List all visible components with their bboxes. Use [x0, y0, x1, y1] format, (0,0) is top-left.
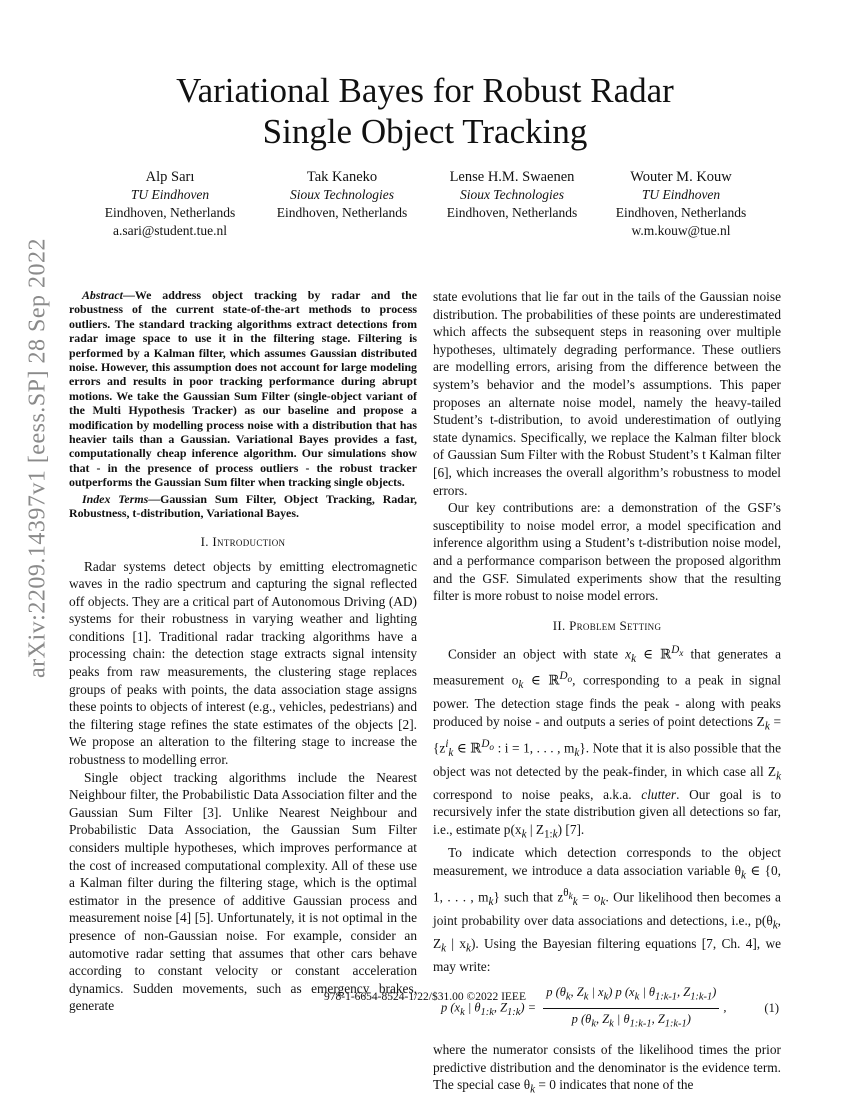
author-name: Tak Kaneko [306, 169, 378, 185]
abstract-text: —We address object tracking by radar and the robustness of the current state-of-the-art methods to process outliers. The standard tracking algorithms extract detections from radar image space to use it in the filtering stage. Filtering is performed by a Kalman filter, which assumes Gaussian distributed noise. However, this assumption does not account for large modeling errors and results in poor tracking performance during abrupt motions. We take the Gaussian Sum Filter (single-object variant of the Multi Hypothesis Tracker) as our baseline and propose a modification by modelling process noise with a distribution that has heavier tails than a Gaussian. Variational Bayes provides a fast, computationally cheap inference algorithm. Our simulations show that - in the presence of process outliers - the robust tracker outperforms the Gaussian Sum filter when tracking single objects. [69, 288, 417, 490]
equation-1: p ($x_k$ | $\theta_{1:k}$, $Z_{1:k}$) = $\frac{p (\theta_k, Z_k | x_k) p (x_k | \theta_{1:k-1}, Z_{1:k-1})}{p (\theta_k, Z_k | \theta_{1:k-1}, Z_{1:k-1})}$ , (1) [441, 984, 779, 1030]
author-name: Wouter M. Kouw [630, 169, 732, 185]
abstract-label: Abstract [82, 288, 123, 302]
author-email: a.sari@student.tue.nl [112, 223, 228, 238]
author-name: Lense H.M. Swaenen [449, 169, 575, 185]
section-heading-problem-setting: II. Problem Setting [552, 617, 662, 633]
author-4 [616, 168, 746, 240]
index-terms [69, 492, 417, 521]
index-terms-label: Index Terms [82, 491, 149, 506]
section-heading-introduction: I. Introduction [200, 533, 286, 549]
author-location: Eindhoven, Netherlands [104, 205, 236, 220]
paragraph: Our key contributions are: a demonstration of the GSF’s susceptibility to noise model error, a model specification and inference algorithm using a Student’s t-distribution noise model, and a performance comparison between the proposed algorithm and the GSF. Simulated experiments show that the resulting filter is more robust to noise model errors. [433, 500, 781, 604]
paper-title [0, 70, 850, 152]
paragraph: state evolutions that lie far out in the tails of the Gaussian noise distribution. The probabilities of these points are underestimated which affects the subsequent steps in reasoning over multiple hypotheses, ultimately degrading performance. These outliers are modelling errors, arising from the difference between the system’s behavior and the model’s assumptions. This paper proposes an alternate noise model, namely the heavy-tailed Student’s t-distribution, to avoid underestimation of outlying state dynamics. Specifically, we replace the Kalman filter block of Gaussian Sum Filter with the Robust Student’s t Kalman filter [6], which increases the overall algorithm’s robustness to model errors. [433, 289, 781, 498]
author-location: Eindhoven, Netherlands [446, 205, 578, 220]
paragraph: where the numerator consists of the likelihood times the prior predictive distribution and the denominator is the evidence term. The special case $\theta_k = 0$ indicates that none of the [433, 1042, 781, 1096]
author-affiliation: Sioux Technologies [459, 187, 565, 202]
author-affiliation: TU Eindhoven [641, 187, 721, 202]
author-affiliation: Sioux Technologies [289, 187, 395, 202]
author-location: Eindhoven, Netherlands [615, 205, 747, 220]
clutter-term: clutter [641, 786, 677, 802]
author-1 [105, 168, 235, 240]
paragraph: Consider an object with state $x_k$ ∈ ℝ$^{D_x}$ that generates a measurement $o_k$ ∈ ℝ$^{D_o}$, corresponding to a peak in signal power. The detection stage finds the peak - along with peaks produced by noise - and outputs a series of point detections $Z_k = \{z^i_k$ ∈ ℝ$^{D_o}$ : i = 1, . . . , $m_k$}. Note that it is also possible that the object was not detected by the peak-finder, in which case all $Z_k$ correspond to noise peaks, a.k.a. clutter. Our goal is to recursively infer the state distribution given all detections so far, i.e., estimate $p(x_k$ | $Z_{1:k}$) [7]. [433, 643, 782, 841]
title-line-2: Single Object Tracking [262, 112, 588, 151]
author-email: w.m.kouw@tue.nl [631, 223, 731, 238]
index-terms-text: —Gaussian Sum Filter, Object Tracking, Radar, Robustness, t-distribution, Variational Bayes. [69, 491, 417, 521]
abstract [69, 288, 417, 490]
left-column [69, 288, 417, 1015]
author-location: Eindhoven, Netherlands [276, 205, 408, 220]
copyright-footer: 978-1-6654-8524-1/22/$31.00 ©2022 IEEE [324, 991, 526, 1003]
paragraph: To indicate which detection corresponds to the object measurement, we introduce a data association variable $\theta_k$ ∈ {0, 1, . . . , $m_k$} such that $z^{\theta_k}_k = o_k$. Our likelihood then becomes a joint probability over data associations and detections, i.e., $p(\theta_k$, $Z_k$ | $x_k$). Using the Bayesian filtering equations [7, Ch. 4], we may write: [433, 845, 782, 975]
author-2 [277, 168, 407, 222]
paragraph: Single object tracking algorithms include the Nearest Neighbour filter, the Probabilistic Data Association filter and the Gaussian Sum Filter [3]. Unlike Nearest Neighbour and Probabilistic Data Association, the Gaussian Sum Filter considers multiple hypotheses, which improves performance at the cost of increased computational complexity. All of these use a Kalman filter during the filtering stage, which is the optimal estimator in the presence of additive Gaussian process and measurement noise [4] [5]. Unfortunately, it is not optimal in the presence of non-Gaussian noise. For example, consider an automotive radar setting that assumes that other cars behave according to constant velocity or constant acceleration dynamics. Sudden movements, such as emergency brakes, generate [69, 769, 417, 1014]
right-column [433, 288, 781, 1100]
equation-number: (1) [764, 1000, 779, 1015]
author-3 [447, 168, 577, 222]
title-line-1: Variational Bayes for Robust Radar [176, 71, 674, 110]
author-name: Alp Sarı [145, 169, 195, 185]
paragraph: Radar systems detect objects by emitting electromagnetic waves in the radio spectrum and capturing the signal reflected off objects. They are a critical part of Autonomous Driving (AD) systems for their robustness in varying weather and lighting conditions [1]. Traditional radar tracking algorithms have a processing chain: the detection stage extracts signal intensity peaks from raw measurements, the clustering stage replaces groups of peaks with points, the data association stage assigns these points to objects of interest (e.g., vehicles, pedestrians) and the filtering stage refines the state estimates of the objects [2]. We propose an alteration to the filtering stage to increase the robustness to modelling error. [69, 558, 417, 768]
author-affiliation: TU Eindhoven [130, 187, 210, 202]
arxiv-identifier: arXiv:2209.14397v1 [eess.SP] 28 Sep 2022 [24, 238, 51, 678]
